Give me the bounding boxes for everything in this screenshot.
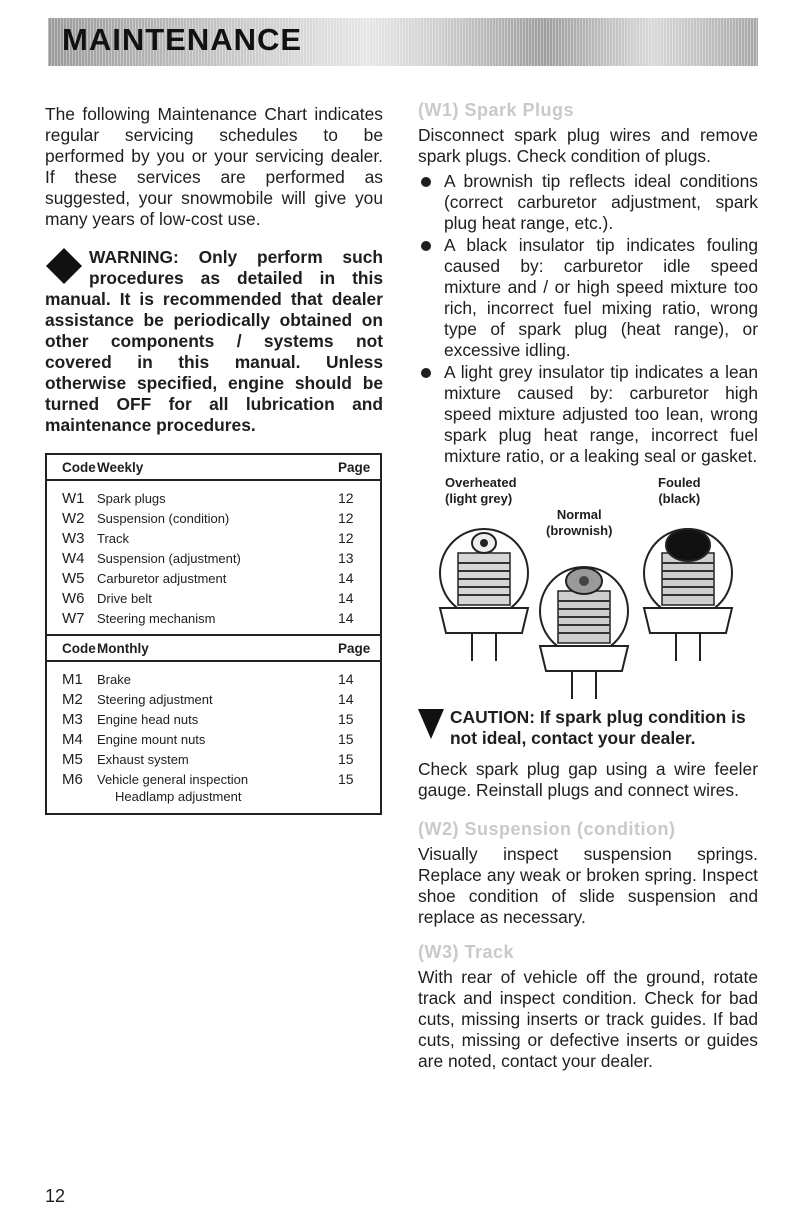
table-row-continuation: Headlamp adjustment — [115, 789, 242, 804]
left-column — [45, 104, 383, 815]
row-code: W7 — [62, 609, 85, 627]
row-page: 15 — [338, 731, 354, 747]
row-item: Track — [97, 530, 130, 546]
row-code: M4 — [62, 730, 83, 748]
row-code: W1 — [62, 489, 85, 507]
row-code: W4 — [62, 549, 85, 567]
caution-triangle-icon — [418, 707, 444, 739]
w3-heading: (W3) Track — [418, 942, 515, 962]
label-fouled-line1: Fouled — [658, 475, 701, 490]
row-item: Drive belt — [97, 590, 152, 606]
monthly-title-header: Monthly — [97, 641, 149, 656]
monthly-header-row — [47, 634, 380, 662]
row-page: 14 — [338, 570, 354, 586]
row-code: M1 — [62, 670, 83, 688]
label-fouled — [658, 475, 701, 507]
weekly-code-header: Code — [62, 460, 96, 475]
warning-text: WARNING: Only perform such procedures as detailed in this manual. It is recommended that dealer assistance be periodically obtained on other components / systems not covered in this manual. Unless otherwise specified, engine should be turned OFF for all lubrication and maintenance procedures. — [45, 247, 383, 435]
label-normal — [546, 507, 612, 539]
row-page: 12 — [338, 530, 354, 546]
table-row — [47, 749, 380, 769]
plug-fouled-icon — [640, 513, 736, 663]
bullet-icon — [421, 241, 431, 251]
monthly-rows — [47, 662, 380, 813]
weekly-header-row — [47, 455, 380, 481]
label-overheated-line2: (light grey) — [445, 491, 513, 506]
row-page: 15 — [338, 771, 354, 787]
row-code: M3 — [62, 710, 83, 728]
warning-block — [45, 247, 383, 436]
bullet-text: A light grey insulator tip indicates a lean mixture caused by: carburetor high speed mixture adjusted too lean, wrong spark plug heat range, incorrect fuel mixture ratio, or a leaking seal or gasket. — [444, 362, 758, 466]
row-item: Engine mount nuts — [97, 731, 206, 747]
table-row — [47, 508, 380, 528]
row-item: Suspension (adjustment) — [97, 550, 241, 566]
table-row — [47, 769, 380, 789]
row-code: W6 — [62, 589, 85, 607]
w1-intro: Disconnect spark plug wires and remove spark plugs. Check condition of plugs. — [418, 125, 758, 166]
table-row — [47, 528, 380, 548]
bullet-text: A black insulator tip indicates fouling caused by: carburetor idle speed mixture and / or high speed mixture too rich, incorrect fuel mixing ratio, wrong type of spark plug (heat range), or excessive idling. — [444, 235, 758, 360]
table-row — [47, 689, 380, 709]
row-page: 14 — [338, 671, 354, 687]
table-row — [47, 709, 380, 729]
header-banner — [48, 18, 758, 66]
row-item: Carburetor adjustment — [97, 570, 227, 586]
row-item: Steering adjustment — [97, 691, 213, 707]
caution-block — [418, 707, 758, 749]
w1-bullet-list — [418, 171, 758, 467]
table-row — [47, 669, 380, 689]
w2-heading: (W2) Suspension (condition) — [418, 819, 676, 839]
bullet-icon — [421, 368, 431, 378]
list-item — [418, 171, 758, 234]
list-item — [418, 362, 758, 467]
table-row — [47, 568, 380, 588]
label-overheated — [445, 475, 517, 507]
label-fouled-line2: (black) — [658, 491, 701, 506]
page-number: 12 — [45, 1186, 66, 1206]
weekly-title-header: Weekly — [97, 460, 144, 475]
label-normal-line2: (brownish) — [546, 523, 613, 538]
table-row — [47, 488, 380, 508]
row-item: Brake — [97, 671, 131, 687]
row-page: 12 — [338, 490, 354, 506]
row-item: Engine head nuts — [97, 711, 199, 727]
spark-plug-figure — [418, 473, 758, 703]
intro-paragraph: The following Maintenance Chart indicates regular servicing schedules to be performed by you or your servicing dealer. If these services are performed as suggested, your snowmobile will give you many years of low-cost use. — [45, 104, 383, 229]
row-item: Exhaust system — [97, 751, 189, 767]
maintenance-chart — [45, 453, 382, 815]
bullet-text: A brownish tip reflects ideal conditions (correct carburetor adjustment, spark plug heat range, etc.). — [444, 171, 758, 233]
table-row — [47, 729, 380, 749]
plug-normal-icon — [536, 551, 632, 701]
w1-heading: (W1) Spark Plugs — [418, 100, 575, 120]
bullet-icon — [421, 177, 431, 187]
row-item: Steering mechanism — [97, 610, 216, 626]
label-overheated-line1: Overheated — [445, 475, 517, 490]
row-page: 14 — [338, 610, 354, 626]
row-page: 14 — [338, 691, 354, 707]
w3-text: With rear of vehicle off the ground, rotate track and inspect condition. Check for bad cuts, missing inserts or track guides. If bad cuts, missing or defective inserts or guides are noted, contact your dealer. — [418, 967, 758, 1071]
monthly-page-header: Page — [338, 641, 371, 656]
row-code: W5 — [62, 569, 85, 587]
table-row — [47, 588, 380, 608]
plug-overheated-icon — [436, 513, 532, 663]
weekly-rows — [47, 481, 380, 634]
weekly-page-header: Page — [338, 460, 371, 475]
row-code: M5 — [62, 750, 83, 768]
right-column — [418, 100, 758, 1072]
table-row — [47, 548, 380, 568]
row-item: Vehicle general inspection — [97, 771, 249, 787]
row-page: 15 — [338, 711, 354, 727]
list-item — [418, 235, 758, 361]
row-page: 15 — [338, 751, 354, 767]
row-item: Suspension (condition) — [97, 510, 230, 526]
monthly-code-header: Code — [62, 641, 96, 656]
row-page: 13 — [338, 550, 354, 566]
row-code: W2 — [62, 509, 85, 527]
w1-gap-text: Check spark plug gap using a wire feeler gauge. Reinstall plugs and connect wires. — [418, 759, 758, 800]
label-normal-line1: Normal — [556, 507, 602, 522]
table-row — [47, 608, 380, 628]
row-page: 12 — [338, 510, 354, 526]
row-item: Spark plugs — [97, 490, 166, 506]
row-code: M2 — [62, 690, 83, 708]
warning-diamond-icon — [45, 247, 83, 285]
row-page: 14 — [338, 590, 354, 606]
page-title: MAINTENANCE — [62, 22, 303, 57]
w2-text: Visually inspect suspension springs. Replace any weak or broken spring. Inspect shoe condition of slide suspension and replace as necessary. — [418, 844, 758, 927]
caution-text: CAUTION: If spark plug condition is not ideal, contact your dealer. — [450, 707, 746, 748]
row-code: M6 — [62, 770, 83, 788]
row-code: W3 — [62, 529, 85, 547]
